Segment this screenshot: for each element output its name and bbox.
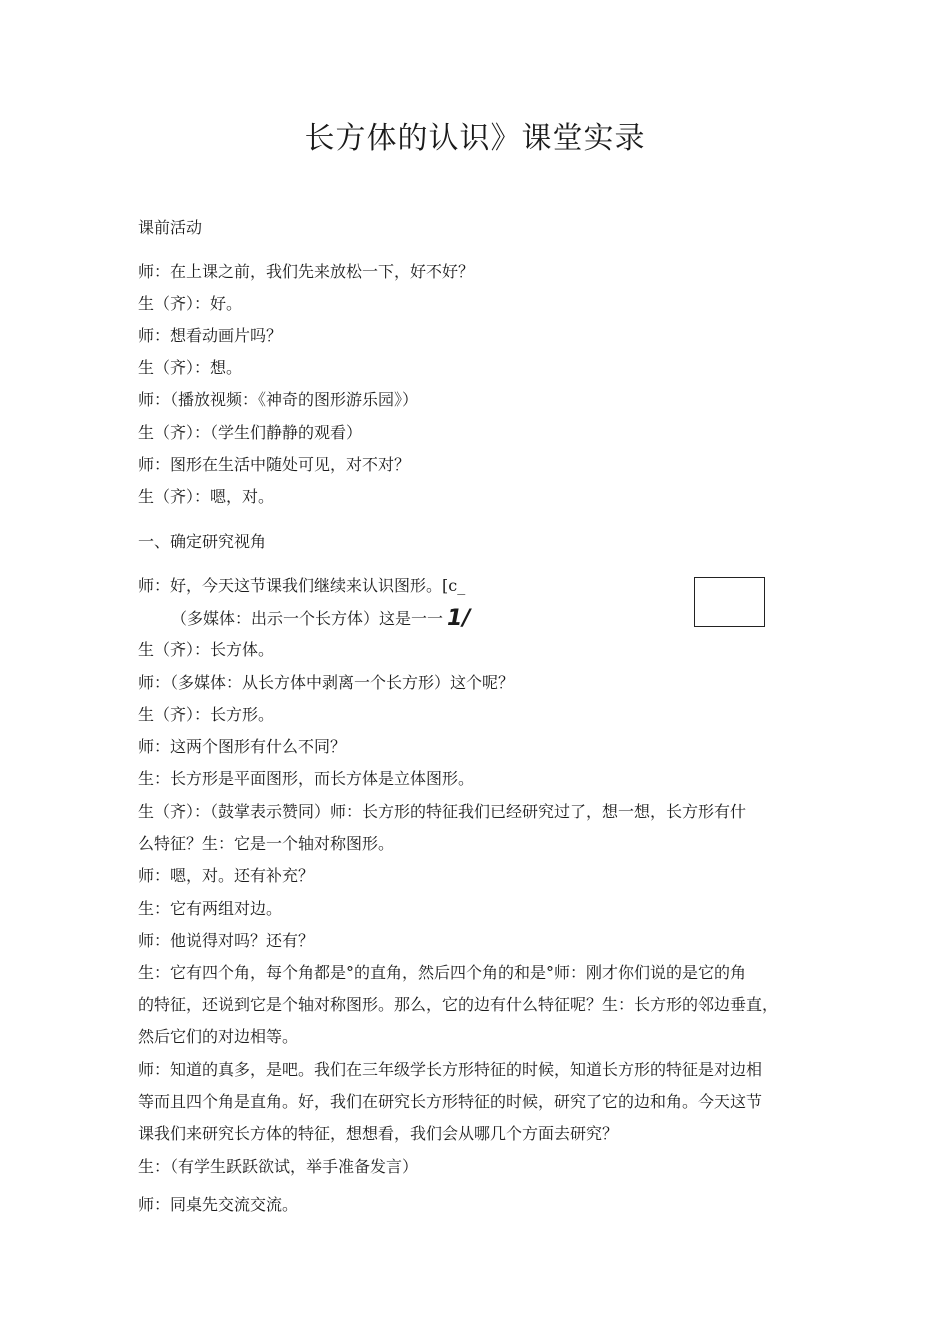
dialogue-line: 等而且四个角是直角。好，我们在研究长方形特征的时候，研究了它的边和角。今天这节 [138, 1092, 763, 1111]
dialogue-line: 生（齐）：想。 [138, 358, 243, 377]
dialogue-line: 师：知道的真多，是吧。我们在三年级学长方形特征的时候，知道长方形的特征是对边相 [138, 1060, 763, 1079]
dialogue-line: 师：这两个图形有什么不同？ [138, 737, 347, 756]
dialogue-line: 生（齐）：长方形。 [138, 705, 275, 724]
dialogue-line: 课我们来研究长方体的特征，想想看，我们会从哪几个方面去研究？ [138, 1124, 619, 1143]
dialogue-line-indented [171, 608, 470, 629]
cuboid-rectangle-figure [694, 577, 765, 627]
dialogue-line: 师：想看动画片吗？ [138, 326, 283, 345]
dialogue-line: 生：它有两组对边。 [138, 899, 283, 918]
section-heading-one: 一、确定研究视角 [138, 532, 267, 551]
dialogue-line: 师：嗯，对。还有补充？ [138, 866, 315, 885]
section-heading-pre-class: 课前活动 [138, 218, 203, 237]
dialogue-line: 师：图形在生活中随处可见，对不对？ [138, 455, 411, 474]
handwritten-mark: 1/ [447, 606, 471, 631]
dialogue-line: 师：好，今天这节课我们继续来认识图形。[c_ [138, 576, 466, 595]
dialogue-line: 生（齐）：好。 [138, 294, 243, 313]
dialogue-line: 生（齐）：（学生们静静的观看） [138, 423, 363, 442]
dialogue-line: 师：同桌先交流交流。 [138, 1195, 299, 1214]
dialogue-line: 生（齐）：长方体。 [138, 640, 275, 659]
dialogue-line: 生：长方形是平面图形，而长方体是立体图形。 [138, 769, 475, 788]
dialogue-line: 生：（有学生跃跃欲试，举手准备发言） [138, 1157, 419, 1176]
dialogue-line: 的特征，还说到它是个轴对称图形。那么，它的边有什么特征呢？生：长方形的邻边垂直， [138, 995, 779, 1014]
dialogue-line: 师：（播放视频：《神奇的图形游乐园》） [138, 390, 419, 409]
page-title: 长方体的认识》课堂实录 [304, 121, 646, 156]
dialogue-line: 生：它有四个角，每个角都是°的直角，然后四个角的和是°师：刚才你们说的是它的角 [138, 963, 747, 982]
dialogue-line: 么特征？生：它是一个轴对称图形。 [138, 834, 395, 853]
dialogue-line: 然后它们的对边相等。 [138, 1027, 299, 1046]
dialogue-line: 生（齐）：嗯，对。 [138, 487, 275, 506]
dialogue-line: 师：（多媒体：从长方体中剥离一个长方形）这个呢？ [138, 673, 515, 692]
dialogue-line: 师：他说得对吗？还有？ [138, 931, 315, 950]
dialogue-text: （多媒体：出示一个长方体）这是一一 [171, 609, 444, 628]
dialogue-line: 师：在上课之前，我们先来放松一下，好不好？ [138, 262, 475, 281]
dialogue-line: 生（齐）：（鼓掌表示赞同）师：长方形的特征我们已经研究过了，想一想，长方形有什 [138, 802, 747, 821]
